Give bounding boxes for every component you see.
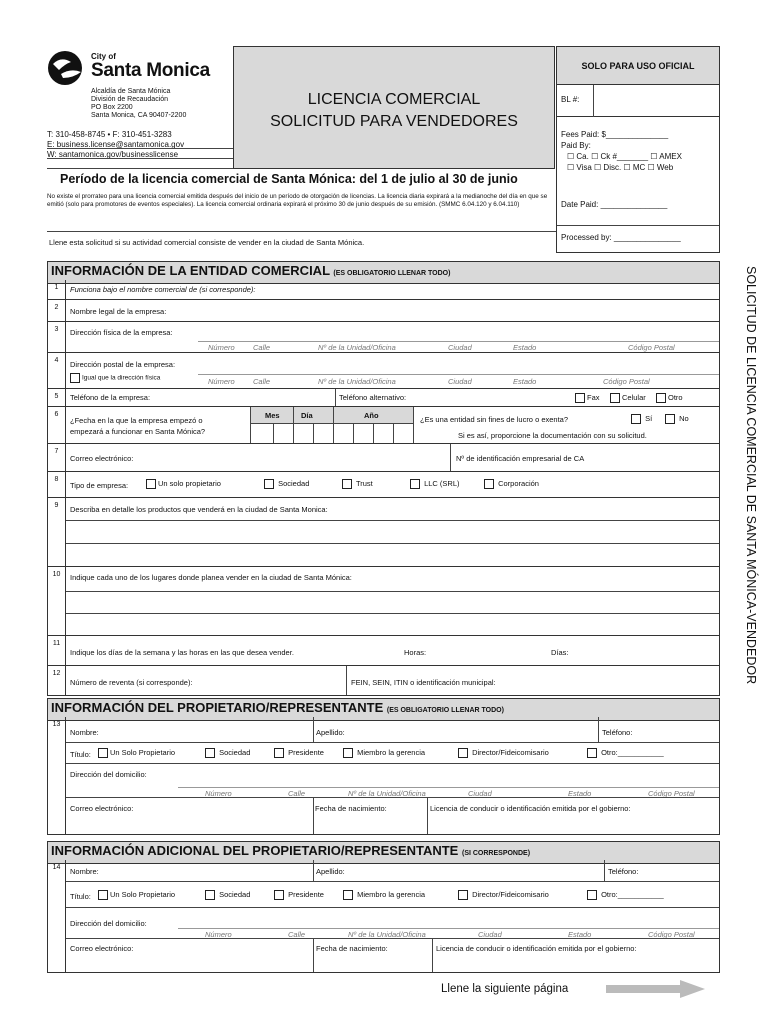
nonprofit-no-checkbox[interactable] <box>665 414 689 424</box>
day-header: Día <box>301 411 313 420</box>
placeholder-street: Calle <box>253 343 271 352</box>
address-line: Alcaldía de Santa Mónica <box>91 88 171 95</box>
row-number: 5 <box>48 389 66 406</box>
schedule-label: Indique los días de la semana y las horas en las que desea vender. <box>70 648 294 657</box>
address-block <box>91 88 186 120</box>
address-line: División de Recaudación <box>91 96 169 103</box>
contact-web: W: santamonica.gov/businesslicense <box>47 150 179 159</box>
owner-partnership-label: Sociedad <box>219 748 251 757</box>
add-president-checkbox[interactable] <box>274 890 324 900</box>
row-number: 9 <box>48 498 66 566</box>
placeholder-city: Ciudad <box>448 343 472 352</box>
title-line-2: SOLICITUD PARA VENDEDORES <box>270 113 518 130</box>
owner-sole-label: Un Solo Propietario <box>110 748 176 757</box>
owner-block-14 <box>47 860 720 973</box>
add-partnership-label: Sociedad <box>219 890 251 899</box>
year-header: Año <box>364 411 379 420</box>
field-row-9 <box>47 498 720 567</box>
field-row-5 <box>47 389 720 407</box>
city-logo <box>47 48 247 88</box>
type-partnership-checkbox[interactable] <box>264 479 309 489</box>
field-row-8 <box>47 472 720 498</box>
contact-block <box>47 130 233 160</box>
add-address-label: Dirección del domicilio: <box>70 919 147 928</box>
business-type-label: Tipo de empresa: <box>70 481 129 490</box>
mailing-address-label: Dirección postal de la empresa: <box>70 360 176 369</box>
fax-checkbox[interactable] <box>575 393 600 403</box>
placeholder-zip: Código Postal <box>603 377 650 386</box>
owner-member-checkbox[interactable] <box>343 748 425 758</box>
type-llc-checkbox[interactable] <box>410 479 460 489</box>
license-period: Período de la licencia comercial de Santa Mónica: del 1 de julio al 30 de junio <box>60 172 518 186</box>
fein-label: FEIN, SEIN, ITIN o identificación municipal: <box>351 678 496 687</box>
placeholder-state: Estado <box>568 930 592 939</box>
resale-label: Número de reventa (si corresponde): <box>70 678 193 687</box>
field-row-10 <box>47 567 720 636</box>
alt-phone-label: Teléfono alternativo: <box>339 393 407 402</box>
processed-by: Processed by: _______________ <box>561 233 681 242</box>
bl-label: BL #: <box>561 95 580 104</box>
side-title: SOLICITUD DE LICENCIA COMERCIAL DE SANTA MÓNICA-VENDEDOR <box>744 266 758 685</box>
row-number: 12 <box>48 666 66 695</box>
cell-label: Celular <box>622 393 646 402</box>
placeholder-unit: Nº de la Unidad/Oficina <box>318 377 396 386</box>
row-number: 3 <box>48 322 66 352</box>
section-additional-sub: (SI CORRESPONDE) <box>461 850 531 857</box>
title-box <box>233 46 555 169</box>
placeholder-street: Calle <box>288 930 306 939</box>
owner-president-label: Presidente <box>288 748 324 757</box>
other-checkbox[interactable] <box>656 393 683 403</box>
start-date-grid[interactable] <box>250 407 414 443</box>
placeholder-unit: Nº de la Unidad/Oficina <box>348 789 426 798</box>
placeholder-zip: Código Postal <box>648 789 695 798</box>
field-row-6 <box>47 407 720 444</box>
owner-email-label: Correo electrónico: <box>70 804 134 813</box>
placeholder-number: Número <box>208 377 235 386</box>
placeholder-city: Ciudad <box>478 930 502 939</box>
email-label: Correo electrónico: <box>70 454 134 463</box>
owner-address-label: Dirección del domicilio: <box>70 770 147 779</box>
add-email-label: Correo electrónico: <box>70 944 134 953</box>
type-trust-label: Trust <box>355 479 373 488</box>
period-note: No existe el prorrateo para una licencia comercial emitida después del inicio de un período de otorgación de licencias. La licencia diaria expirará a la medianoche del día en que se emitió (solo para promotores de eventos especiales). La licencia comercial ordinaria expirará el próximo 30 de junio después de su emisión. (SMMC 6.04.120 y 6.04.110) <box>47 193 548 209</box>
owner-first-name-label: Nombre: <box>70 728 99 737</box>
add-member-label: Miembro la gerencia <box>357 890 426 899</box>
row-number: 4 <box>48 353 66 388</box>
add-last-name-label: Apellido: <box>316 867 345 876</box>
owner-dob-label: Fecha de nacimiento: <box>315 804 387 813</box>
field-row-1 <box>47 280 720 300</box>
placeholder-zip: Código Postal <box>628 343 675 352</box>
arrow-right-icon <box>606 979 706 999</box>
cell-checkbox[interactable] <box>610 393 646 403</box>
owner-director-checkbox[interactable] <box>458 748 549 758</box>
row-number: 10 <box>48 567 66 635</box>
owner-partnership-checkbox[interactable] <box>205 748 250 758</box>
placeholder-number: Número <box>205 789 232 798</box>
address-line: PO Box 2200 <box>91 104 133 111</box>
add-president-label: Presidente <box>288 890 324 899</box>
add-phone-label: Teléfono: <box>608 867 639 876</box>
contact-email: E: business.license@santamonica.gov <box>47 140 185 149</box>
add-director-checkbox[interactable] <box>458 890 549 900</box>
section-business-title: INFORMACIÓN DE LA ENTIDAD COMERCIAL <box>51 263 330 278</box>
type-sole-checkbox[interactable] <box>146 479 221 489</box>
row-number: 6 <box>48 407 66 443</box>
row-number: 11 <box>48 636 66 665</box>
placeholder-state: Estado <box>568 789 592 798</box>
type-corp-label: Corporación <box>498 479 539 488</box>
add-sole-label: Un Solo Propietario <box>110 890 176 899</box>
logo-name: Santa Monica <box>91 60 210 81</box>
row-number: 8 <box>48 472 66 497</box>
owner-sole-checkbox[interactable] <box>98 748 175 758</box>
field-row-4 <box>47 353 720 389</box>
month-header: Mes <box>265 411 280 420</box>
section-owner-title: INFORMACIÓN DEL PROPIETARIO/REPRESENTANTE <box>51 700 384 715</box>
address-line: Santa Monica, CA 90407-2200 <box>91 112 187 119</box>
owner-director-label: Director/Fideicomisario <box>472 748 549 757</box>
locations-label: Indique cada uno de los lugares donde planea vender en la ciudad de Santa Mónica: <box>70 573 352 582</box>
owner-last-name-label: Apellido: <box>316 728 345 737</box>
row-number: 14 <box>48 860 66 972</box>
placeholder-unit: Nº de la Unidad/Oficina <box>318 343 396 352</box>
office-payment <box>561 129 682 173</box>
placeholder-unit: Nº de la Unidad/Oficina <box>348 930 426 939</box>
placeholder-city: Ciudad <box>448 377 472 386</box>
legal-name-label: Nombre legal de la empresa: <box>70 307 167 316</box>
payment-methods-2: ☐ Visa ☐ Disc. ☐ MC ☐ Web <box>567 163 674 172</box>
dba-label: Funciona bajo el nombre comercial de (si corresponde): <box>70 285 256 294</box>
row-number: 1 <box>48 280 66 299</box>
field-row-3 <box>47 322 720 353</box>
title-line-1: LICENCIA COMERCIAL <box>307 91 481 108</box>
type-sole-label: Un solo propietario <box>158 479 221 488</box>
paid-by: Paid By: <box>561 141 591 150</box>
page-title <box>234 89 554 133</box>
section-business-sub: (ES OBLIGATORIO LLENAR TODO) <box>333 270 451 277</box>
office-header: SOLO PARA USO OFICIAL <box>557 47 719 85</box>
placeholder-number: Número <box>208 343 235 352</box>
owner-block-13 <box>47 717 720 835</box>
add-title-label: Título: <box>70 892 91 901</box>
start-date-label-2: empezará a funcionar en Santa Mónica? <box>70 427 206 436</box>
owner-president-checkbox[interactable] <box>274 748 324 758</box>
row-number: 13 <box>48 717 66 834</box>
add-first-name-label: Nombre: <box>70 867 99 876</box>
placeholder-zip: Código Postal <box>648 930 695 939</box>
fill-note: Llene esta solicitud si su actividad comercial consiste de vender en la ciudad de Santa Mónica. <box>49 238 365 247</box>
physical-address-label: Dirección física de la empresa: <box>70 328 173 337</box>
days-label: Días: <box>551 648 569 657</box>
contact-phone: T: 310-458-8745 • F: 310-451-3283 <box>47 130 172 139</box>
products-label: Describa en detalle los productos que venderá en la ciudad de Santa Monica: <box>70 505 328 514</box>
owner-other-checkbox[interactable] <box>587 748 664 758</box>
business-phone-label: Teléfono de la empresa: <box>70 393 151 402</box>
nonprofit-yes-checkbox[interactable] <box>631 414 652 424</box>
payment-methods-1: ☐ Ca. ☐ Ck #_______ ☐ AMEX <box>567 152 682 161</box>
add-license-label: Licencia de conducir o identificación emitida por el gobierno: <box>436 944 637 953</box>
no-label: No <box>679 414 689 423</box>
section-owner-sub: (ES OBLIGATORIO LLENAR TODO) <box>386 707 504 714</box>
owner-phone-label: Teléfono: <box>602 728 633 737</box>
field-row-2 <box>47 300 720 322</box>
fax-label: Fax <box>587 393 600 402</box>
owner-license-label: Licencia de conducir o identificación emitida por el gobierno: <box>430 804 631 813</box>
field-row-11 <box>47 636 720 666</box>
type-trust-checkbox[interactable] <box>342 479 373 489</box>
start-date-label-1: ¿Fecha en la que la empresa empezó o <box>70 416 203 425</box>
placeholder-number: Número <box>205 930 232 939</box>
city-logo-icon <box>47 50 87 86</box>
type-llc-label: LLC (SRL) <box>424 479 460 488</box>
placeholder-street: Calle <box>253 377 271 386</box>
yes-label: Sí <box>645 414 653 423</box>
placeholder-city: Ciudad <box>468 789 492 798</box>
date-paid: Date Paid: _______________ <box>561 200 668 209</box>
add-partnership-checkbox[interactable] <box>205 890 250 900</box>
owner-title-label: Título: <box>70 750 91 759</box>
fees-paid: Fees Paid: $______________ <box>561 130 669 139</box>
nonprofit-question: ¿Es una entidad sin fines de lucro o exenta? <box>420 415 569 424</box>
same-address-label: Igual que la dirección física <box>82 374 161 382</box>
add-member-checkbox[interactable] <box>343 890 425 900</box>
logo-city-of: City of <box>91 52 116 61</box>
other-label: Otro <box>668 393 683 402</box>
placeholder-state: Estado <box>513 343 537 352</box>
owner-member-label: Miembro la gerencia <box>357 748 426 757</box>
add-sole-checkbox[interactable] <box>98 890 175 900</box>
field-row-12 <box>47 666 720 696</box>
row-number: 7 <box>48 444 66 471</box>
add-other-label: Otro:___________ <box>601 890 664 899</box>
add-other-checkbox[interactable] <box>587 890 664 900</box>
add-director-label: Director/Fideicomisario <box>472 890 549 899</box>
owner-other-label: Otro:___________ <box>601 748 664 757</box>
next-page-note: Llene la siguiente página <box>441 983 569 995</box>
type-corp-checkbox[interactable] <box>484 479 539 489</box>
section-additional-title: INFORMACIÓN ADICIONAL DEL PROPIETARIO/REPRESENTANTE <box>51 843 459 858</box>
type-partnership-label: Sociedad <box>278 479 310 488</box>
add-dob-label: Fecha de nacimiento: <box>316 944 388 953</box>
ca-id-label: Nº de identificación empresarial de CA <box>456 454 585 463</box>
nonprofit-note: Si es así, proporcione la documentación con su solicitud. <box>458 431 647 440</box>
field-row-7 <box>47 444 720 472</box>
office-use-box <box>556 46 720 253</box>
placeholder-state: Estado <box>513 377 537 386</box>
placeholder-street: Calle <box>288 789 306 798</box>
hours-label: Horas: <box>404 648 427 657</box>
row-number: 2 <box>48 300 66 321</box>
bl-number-field[interactable] <box>557 85 719 117</box>
same-address-checkbox[interactable] <box>70 373 160 383</box>
